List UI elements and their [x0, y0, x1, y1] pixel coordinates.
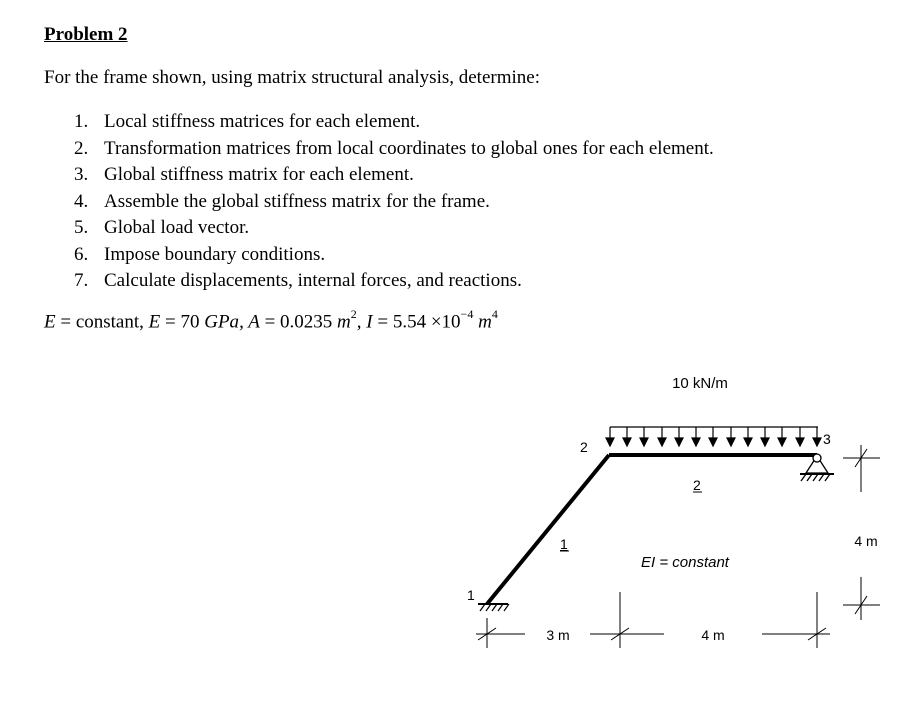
task-text: Calculate displacements, internal forces, and reactions. [104, 270, 522, 291]
task-number: 1. [74, 111, 89, 132]
load-label: 10 kN/m [672, 375, 728, 392]
distributed-load-arrows [606, 427, 821, 446]
task-text: Global load vector. [104, 217, 250, 238]
task-number: 6. [74, 243, 89, 265]
task-number: 7. [74, 270, 89, 291]
dim-vertical: 4 m [854, 533, 878, 549]
element-label-1: 1 [560, 536, 568, 552]
problem-title: Problem 2 [44, 24, 128, 45]
element-label-2: 2 [693, 477, 701, 493]
task-text: Impose boundary conditions. [104, 243, 326, 265]
pin-support-icon [800, 454, 834, 481]
element-1-member [487, 455, 609, 604]
node-label-2: 2 [580, 439, 588, 455]
ei-label: EI = constant [641, 554, 729, 571]
dim-horizontal-2: 4 m [701, 627, 725, 643]
problem-intro: For the frame shown, using matrix structural analysis, determine: [44, 67, 540, 88]
node-label-3: 3 [823, 431, 831, 447]
task-text: Transformation matrices from local coordinates to global ones for each element. [104, 137, 714, 159]
material-properties: E = constant, E = 70 GPa, A = 0.0235 $m^2$, $I = 5.54 \times 10^{-4}$ $m^4$ [44, 307, 498, 333]
fixed-support-icon [478, 604, 509, 611]
dim-horizontal-1: 3 m [546, 627, 570, 643]
node-label-1: 1 [467, 587, 475, 603]
task-number: 3. [74, 164, 89, 185]
horizontal-dimension [476, 592, 830, 648]
task-text: Assemble the global stiffness matrix for the frame. [104, 190, 490, 212]
task-text: Global stiffness matrix for each element. [104, 164, 414, 185]
task-number: 5. [74, 217, 89, 238]
task-number: 2. [74, 137, 89, 159]
task-number: 4. [74, 190, 89, 212]
task-text: Local stiffness matrices for each element. [104, 111, 421, 132]
